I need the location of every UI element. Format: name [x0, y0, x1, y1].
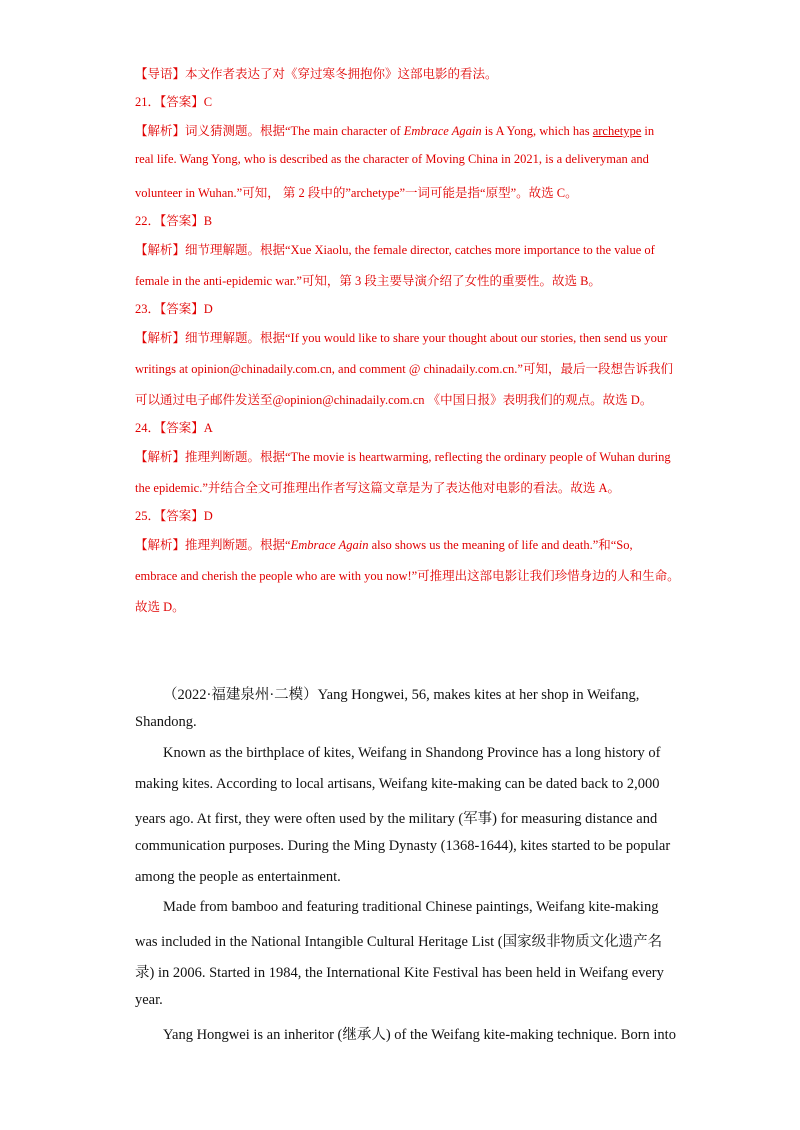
movie-title-italic: Embrace Again — [403, 124, 482, 138]
q24-analysis-line-1: 【解析】推理判断题。根据“The movie is heartwarming, reflecting the ordinary people of Wuhan during — [135, 450, 671, 464]
passage-p1-line-1: （2022·福建泉州·二模）Yang Hongwei, 56, makes kites at her shop in Weifang, — [163, 687, 640, 703]
passage-p3-line-3: 录) in 2006. Started in 1984, the International Kite Festival has been held in Weifang every — [135, 965, 664, 981]
archetype-underlined: archetype — [592, 124, 642, 138]
intro-text: 【导语】本文作者表达了对《穿过寒冬拥抱你》这部电影的看法。 — [135, 67, 498, 81]
passage-p2-line-3: years ago. At first, they were often used by the military (军事) for measuring distance and — [135, 811, 658, 827]
passage-p2-line-4: communication purposes. During the Ming Dynasty (1368-1644), kites started to be popular — [135, 838, 671, 854]
passage-p3-line-2: was included in the National Intangible Cultural Heritage List (国家级非物质文化遗产名 — [135, 934, 663, 950]
q25-analysis-line-3: 故选 D。 — [135, 600, 185, 614]
passage-p2-line-5: among the people as entertainment. — [135, 869, 341, 885]
q24-analysis-line-2: the epidemic.”并结合全文可推理出作者写这篇文章是为了表达他对电影的看法。故选 A。 — [135, 481, 621, 495]
q23-analysis-line-3: 可以通过电子邮件发送至@opinion@chinadaily.com.cn 《中国日报》表明我们的观点。故选 D。 — [135, 393, 653, 407]
movie-title-italic-2: Embrace Again — [290, 538, 369, 552]
passage-p2-line-2: making kites. According to local artisans, Weifang kite-making can be dated back to 2,000 — [135, 776, 660, 792]
passage-p3-line-4: year. — [135, 992, 163, 1008]
q21-analysis-line-3: volunteer in Wuhan.”可知， 第 2 段中的”archetype”一词可能是指“原型”。故选 C。 — [135, 186, 578, 200]
q25-analysis-line-1 — [135, 535, 633, 553]
q25-l1c: also shows us the meaning of life and death.”和“So, — [368, 538, 633, 552]
q24-answer: 24．【答案】A — [135, 421, 213, 435]
q23-analysis-line-1: 【解析】细节理解题。根据“If you would like to share your thought about our stories, then send us your — [135, 331, 668, 345]
passage-p3-line-1: Made from bamboo and featuring traditional Chinese paintings, Weifang kite-making — [163, 899, 659, 915]
q21-l1a: 【解析】词义猜测题。根据“The main character of — [135, 124, 404, 138]
q21-analysis-line-1 — [135, 121, 654, 139]
passage-p1-line-2: Shandong. — [135, 714, 197, 730]
q25-analysis-line-2: embrace and cherish the people who are with you now!”可推理出这部电影让我们珍惜身边的人和生命。 — [135, 569, 680, 583]
q21-l1e: in — [641, 124, 655, 138]
q23-analysis-line-2: writings at opinion@chinadaily.com.cn, and comment @ chinadaily.com.cn.”可知，最后一段想告诉我们 — [135, 362, 673, 376]
passage-p2-line-1: Known as the birthplace of kites, Weifang in Shandong Province has a long history of — [163, 745, 661, 761]
passage-p4-line-1: Yang Hongwei is an inheritor (继承人) of the Weifang kite-making technique. Born into — [163, 1027, 676, 1043]
q21-l1c: is A Yong, which has — [481, 124, 593, 138]
q22-analysis-line-2: female in the anti-epidemic war.”可知，第 3 段主要导演介绍了女性的重要性。故选 B。 — [135, 274, 601, 288]
q21-answer: 21．【答案】C — [135, 95, 213, 109]
q25-l1a: 【解析】推理判断题。根据“ — [135, 538, 291, 552]
q22-analysis-line-1: 【解析】细节理解题。根据“Xue Xiaolu, the female director, catches more importance to the value of — [135, 243, 655, 257]
q23-answer: 23．【答案】D — [135, 302, 213, 316]
q22-answer: 22．【答案】B — [135, 214, 213, 228]
q25-answer: 25．【答案】D — [135, 509, 213, 523]
q21-analysis-line-2: real life. Wang Yong, who is described as the character of Moving China in 2021, is a deliveryman and — [135, 152, 649, 166]
